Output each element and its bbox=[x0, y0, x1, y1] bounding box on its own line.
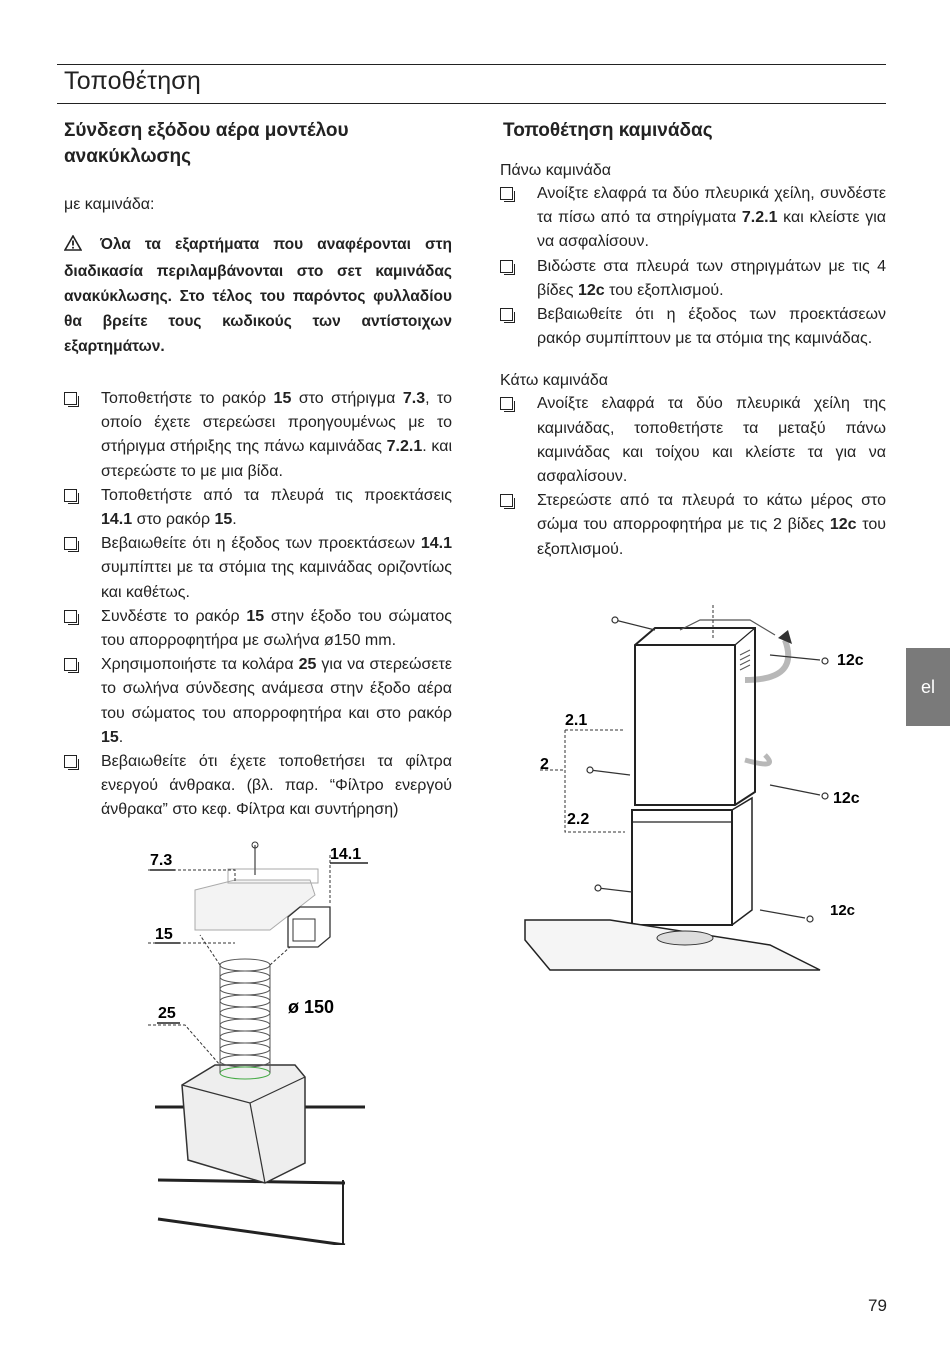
left-subheading: με καμινάδα: bbox=[64, 196, 155, 213]
checkbox-icon bbox=[64, 392, 77, 405]
language-tab: el bbox=[906, 648, 950, 726]
top-rule bbox=[57, 64, 886, 65]
warning-note bbox=[64, 232, 452, 359]
recirculation-connection-figure bbox=[140, 835, 380, 1245]
lower-checklist bbox=[500, 392, 886, 561]
warning-text: Όλα τα εξαρτήματα που αναφέρονται στη διαδικασία περιλαμβάνονται στο σετ καμινάδας ανακύκλωσης. Στο τέλος του παρόντος φυλλαδίου θα βρείτε τους κωδικούς των αντίστοιχων εξαρτημάτων. bbox=[64, 236, 452, 355]
upper-chimney-title: Πάνω καμινάδα bbox=[500, 162, 611, 179]
figure-label: 7.3 bbox=[150, 852, 173, 869]
figure-label: 12c bbox=[837, 652, 864, 669]
figure-label: 12c bbox=[830, 902, 856, 919]
checkbox-icon bbox=[500, 494, 513, 507]
list-item: Χρησιμοποιήστε τα κολάρα 25 για να στερεώσετε το σωλήνα σύνδεσης ανάμεσα στην έξοδο αέρα του σώματος του απορροφητήρα και στο ρακόρ 15. bbox=[64, 653, 452, 750]
list-item: Τοποθετήστε το ρακόρ 15 στο στήριγμα 7.3, το οποίο έχετε στερεώσει προηγουμένως με το στήριγμα στήριξης της πάνω καμινάδας 7.2.1. και στερεώστε το με μια βίδα. bbox=[64, 387, 452, 484]
checkbox-icon bbox=[64, 658, 77, 671]
checkbox-icon bbox=[64, 755, 77, 768]
checkbox-icon bbox=[500, 260, 513, 273]
list-item: Ανοίξτε ελαφρά τα δύο πλευρικά χείλη της καμινάδας, τοποθετήστε τα μεταξύ πάνω καμινάδας και τοίχου και κλείστε τα για να ασφαλίσουν. bbox=[500, 392, 886, 489]
figure-label: ø 150 bbox=[288, 997, 335, 1017]
upper-checklist bbox=[500, 182, 886, 351]
list-item: Βεβαιωθείτε ότι έχετε τοποθετήσει τα φίλτρα ενεργού άνθρακα. (βλ. παρ. “Φίλτρο ενεργού άνθρακα” στο κεφ. Φίλτρα και συντήρηση) bbox=[64, 750, 452, 823]
figure-label: 2 bbox=[540, 756, 549, 773]
checkbox-icon bbox=[64, 489, 77, 502]
right-column bbox=[500, 118, 886, 562]
checkbox-icon bbox=[64, 537, 77, 550]
list-item: Τοποθετήστε από τα πλευρά τις προεκτάσεις 14.1 στο ρακόρ 15. bbox=[64, 484, 452, 532]
left-heading: Σύνδεση εξόδου αέρα μοντέλου ανακύκλωσης bbox=[64, 120, 349, 167]
left-checklist bbox=[64, 387, 452, 823]
right-heading: Τοποθέτηση καμινάδας bbox=[503, 120, 713, 141]
list-item: Ανοίξτε ελαφρά τα δύο πλευρικά χείλη, συνδέστε τα πίσω από τα στηρίγματα 7.2.1 και κλείστε για να ασφαλίσουν. bbox=[500, 182, 886, 255]
figure-label: 15 bbox=[155, 926, 173, 943]
list-item: Στερεώστε από τα πλευρά το κάτω μέρος στο σώμα του απορροφητήρα με τις 2 βίδες 12c του εξοπλισμού. bbox=[500, 489, 886, 562]
left-column bbox=[64, 118, 452, 823]
figure-label: 2.1 bbox=[565, 712, 588, 729]
title-rule bbox=[57, 103, 886, 104]
figure-label: 12c bbox=[833, 790, 860, 807]
page-title: Τοποθέτηση bbox=[64, 67, 202, 95]
checkbox-icon bbox=[64, 610, 77, 623]
checkbox-icon bbox=[500, 187, 513, 200]
checkbox-icon bbox=[500, 397, 513, 410]
figure-label: 14.1 bbox=[330, 846, 362, 863]
figure-label: 2.2 bbox=[567, 811, 590, 828]
checkbox-icon bbox=[500, 308, 513, 321]
list-item: Βιδώστε στα πλευρά των στηριγμάτων με τις 4 βίδες 12c του εξοπλισμού. bbox=[500, 255, 886, 303]
figure-label: 25 bbox=[158, 1005, 176, 1022]
lower-chimney-title: Κάτω καμινάδα bbox=[500, 372, 608, 390]
list-item: Συνδέστε το ρακόρ 15 στην έξοδο του σώματος του απορροφητήρα με σωλήνα ø150 mm. bbox=[64, 605, 452, 653]
list-item: Βεβαιωθείτε ότι η έξοδος των προεκτάσεων 14.1 συμπίπτει με τα στόμια της καμινάδας οριζοντίως και καθέτως. bbox=[64, 532, 452, 605]
page-number: 79 bbox=[868, 1296, 887, 1315]
list-item: Βεβαιωθείτε ότι η έξοδος των προεκτάσεων ρακόρ συμπίπτουν με τα στόμια της καμινάδας. bbox=[500, 303, 886, 351]
warning-triangle-icon bbox=[64, 234, 86, 259]
chimney-installation-figure bbox=[520, 600, 870, 990]
